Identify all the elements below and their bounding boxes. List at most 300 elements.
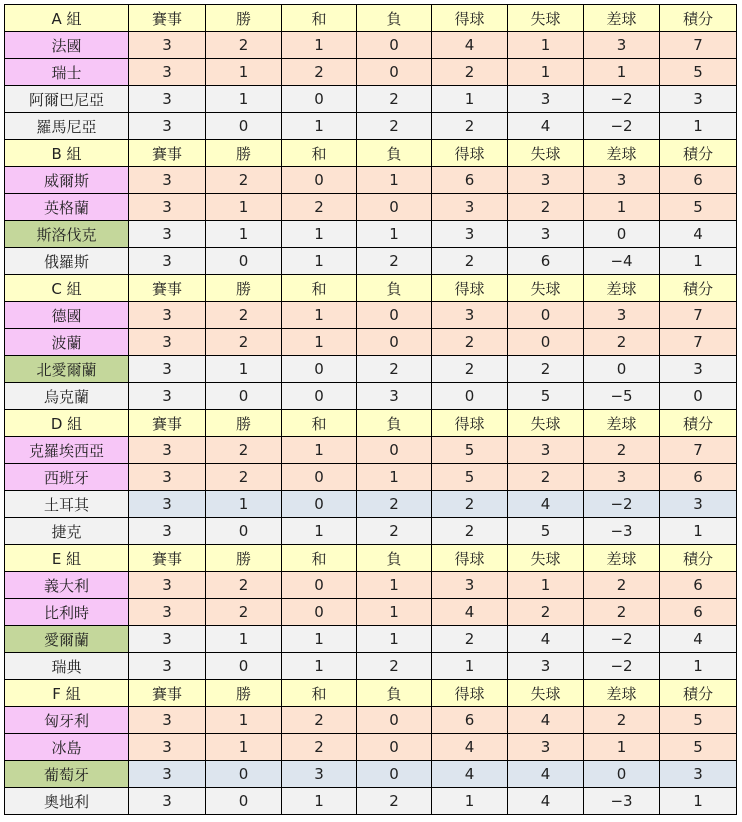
stat-points: 5 xyxy=(660,194,737,221)
stat-goal-diff: 2 xyxy=(584,707,660,734)
stat-losses: 1 xyxy=(357,167,432,194)
stat-draws: 0 xyxy=(282,86,357,113)
column-header-points: 積分 xyxy=(660,5,737,32)
column-header-matches: 賽事 xyxy=(129,545,206,572)
stat-points: 4 xyxy=(660,626,737,653)
table-row xyxy=(5,788,737,815)
table-row xyxy=(5,383,737,410)
table-row xyxy=(5,59,737,86)
stat-goal-diff: 2 xyxy=(584,572,660,599)
stat-matches: 3 xyxy=(129,221,206,248)
stat-matches: 3 xyxy=(129,194,206,221)
stat-wins: 2 xyxy=(206,464,282,491)
stat-wins: 1 xyxy=(206,707,282,734)
stat-draws: 1 xyxy=(282,248,357,275)
column-header-draws: 和 xyxy=(282,410,357,437)
stat-wins: 1 xyxy=(206,221,282,248)
stat-goals-for: 1 xyxy=(432,788,508,815)
stat-points: 7 xyxy=(660,437,737,464)
stat-goal-diff: −3 xyxy=(584,788,660,815)
table-row xyxy=(5,761,737,788)
stat-goal-diff: 1 xyxy=(584,734,660,761)
table-row xyxy=(5,599,737,626)
stat-goal-diff: 3 xyxy=(584,302,660,329)
stat-draws: 2 xyxy=(282,59,357,86)
column-header-draws: 和 xyxy=(282,140,357,167)
stat-goals-against: 4 xyxy=(508,491,584,518)
column-header-losses: 負 xyxy=(357,275,432,302)
stat-goals-against: 6 xyxy=(508,248,584,275)
stat-goals-against: 2 xyxy=(508,194,584,221)
stat-matches: 3 xyxy=(129,329,206,356)
stat-goal-diff: 3 xyxy=(584,32,660,59)
stat-points: 1 xyxy=(660,248,737,275)
stat-draws: 1 xyxy=(282,32,357,59)
stat-goal-diff: −2 xyxy=(584,653,660,680)
table-row xyxy=(5,113,737,140)
stat-goals-for: 2 xyxy=(432,356,508,383)
stat-goals-against: 2 xyxy=(508,464,584,491)
team-name: 德國 xyxy=(5,302,129,329)
stat-goals-for: 6 xyxy=(432,707,508,734)
stat-goals-for: 4 xyxy=(432,734,508,761)
stat-wins: 0 xyxy=(206,113,282,140)
stat-losses: 2 xyxy=(357,491,432,518)
stat-goals-against: 2 xyxy=(508,599,584,626)
stat-draws: 1 xyxy=(282,626,357,653)
stat-matches: 3 xyxy=(129,32,206,59)
stat-losses: 0 xyxy=(357,59,432,86)
stat-points: 0 xyxy=(660,383,737,410)
table-row xyxy=(5,437,737,464)
stat-matches: 3 xyxy=(129,653,206,680)
team-name: 瑞士 xyxy=(5,59,129,86)
stat-wins: 1 xyxy=(206,491,282,518)
column-header-matches: 賽事 xyxy=(129,680,206,707)
stat-draws: 1 xyxy=(282,113,357,140)
table-row xyxy=(5,491,737,518)
column-header-points: 積分 xyxy=(660,680,737,707)
stat-draws: 0 xyxy=(282,383,357,410)
stat-matches: 3 xyxy=(129,761,206,788)
stat-draws: 0 xyxy=(282,572,357,599)
stat-goals-against: 1 xyxy=(508,59,584,86)
stat-goals-for: 4 xyxy=(432,32,508,59)
team-name: 阿爾巴尼亞 xyxy=(5,86,129,113)
stat-points: 7 xyxy=(660,32,737,59)
stat-matches: 3 xyxy=(129,734,206,761)
stat-losses: 0 xyxy=(357,194,432,221)
stat-goals-against: 4 xyxy=(508,788,584,815)
stat-matches: 3 xyxy=(129,59,206,86)
stat-goal-diff: 1 xyxy=(584,59,660,86)
column-header-goals-for: 得球 xyxy=(432,410,508,437)
column-header-wins: 勝 xyxy=(206,5,282,32)
group-header-row xyxy=(5,680,737,707)
column-header-wins: 勝 xyxy=(206,275,282,302)
column-header-goal-diff: 差球 xyxy=(584,410,660,437)
stat-wins: 2 xyxy=(206,32,282,59)
team-name: 捷克 xyxy=(5,518,129,545)
stat-goals-against: 4 xyxy=(508,707,584,734)
column-header-goal-diff: 差球 xyxy=(584,5,660,32)
stat-losses: 2 xyxy=(357,356,432,383)
stat-draws: 1 xyxy=(282,302,357,329)
stat-goals-for: 5 xyxy=(432,464,508,491)
stat-points: 1 xyxy=(660,653,737,680)
stat-wins: 0 xyxy=(206,518,282,545)
stat-points: 3 xyxy=(660,761,737,788)
stat-wins: 1 xyxy=(206,59,282,86)
column-header-draws: 和 xyxy=(282,5,357,32)
stat-losses: 0 xyxy=(357,437,432,464)
team-name: 冰島 xyxy=(5,734,129,761)
stat-goal-diff: −4 xyxy=(584,248,660,275)
stat-matches: 3 xyxy=(129,86,206,113)
column-header-draws: 和 xyxy=(282,680,357,707)
group-header-row xyxy=(5,275,737,302)
team-name: 匈牙利 xyxy=(5,707,129,734)
stat-goals-for: 4 xyxy=(432,761,508,788)
stat-goal-diff: 1 xyxy=(584,194,660,221)
column-header-goal-diff: 差球 xyxy=(584,140,660,167)
table-row xyxy=(5,356,737,383)
team-name: 克羅埃西亞 xyxy=(5,437,129,464)
stat-draws: 2 xyxy=(282,194,357,221)
stat-points: 6 xyxy=(660,572,737,599)
group-standings-table xyxy=(4,4,737,815)
stat-losses: 1 xyxy=(357,599,432,626)
column-header-goal-diff: 差球 xyxy=(584,545,660,572)
team-name: 比利時 xyxy=(5,599,129,626)
stat-matches: 3 xyxy=(129,626,206,653)
table-row xyxy=(5,653,737,680)
stat-goals-against: 3 xyxy=(508,437,584,464)
stat-draws: 1 xyxy=(282,788,357,815)
stat-matches: 3 xyxy=(129,113,206,140)
stat-wins: 1 xyxy=(206,356,282,383)
stat-losses: 1 xyxy=(357,572,432,599)
column-header-points: 積分 xyxy=(660,275,737,302)
stat-goal-diff: −2 xyxy=(584,113,660,140)
stat-wins: 2 xyxy=(206,329,282,356)
group-name: C 組 xyxy=(5,275,129,302)
stat-draws: 3 xyxy=(282,761,357,788)
stat-goals-against: 4 xyxy=(508,113,584,140)
table-row xyxy=(5,626,737,653)
team-name: 俄羅斯 xyxy=(5,248,129,275)
stat-goal-diff: 3 xyxy=(584,464,660,491)
stat-matches: 3 xyxy=(129,707,206,734)
column-header-wins: 勝 xyxy=(206,680,282,707)
stat-points: 5 xyxy=(660,734,737,761)
stat-draws: 2 xyxy=(282,734,357,761)
stat-goals-for: 6 xyxy=(432,167,508,194)
stat-wins: 2 xyxy=(206,167,282,194)
stat-points: 6 xyxy=(660,167,737,194)
stat-goals-for: 3 xyxy=(432,572,508,599)
stat-goal-diff: 0 xyxy=(584,221,660,248)
team-name: 法國 xyxy=(5,32,129,59)
stat-matches: 3 xyxy=(129,518,206,545)
column-header-goals-for: 得球 xyxy=(432,140,508,167)
column-header-goals-against: 失球 xyxy=(508,275,584,302)
stat-wins: 2 xyxy=(206,302,282,329)
stat-wins: 1 xyxy=(206,734,282,761)
column-header-losses: 負 xyxy=(357,5,432,32)
stat-draws: 1 xyxy=(282,653,357,680)
stat-goals-against: 0 xyxy=(508,302,584,329)
stat-goals-against: 3 xyxy=(508,86,584,113)
stat-goals-against: 1 xyxy=(508,32,584,59)
team-name: 波蘭 xyxy=(5,329,129,356)
stat-goals-for: 5 xyxy=(432,437,508,464)
stat-losses: 2 xyxy=(357,248,432,275)
stat-points: 3 xyxy=(660,86,737,113)
stat-draws: 1 xyxy=(282,518,357,545)
stat-goal-diff: 0 xyxy=(584,761,660,788)
stat-goals-for: 2 xyxy=(432,626,508,653)
stat-draws: 0 xyxy=(282,167,357,194)
stat-goals-for: 4 xyxy=(432,599,508,626)
stat-matches: 3 xyxy=(129,302,206,329)
column-header-goals-for: 得球 xyxy=(432,275,508,302)
table-row xyxy=(5,329,737,356)
stat-goals-for: 2 xyxy=(432,248,508,275)
team-name: 義大利 xyxy=(5,572,129,599)
stat-goals-against: 1 xyxy=(508,572,584,599)
stat-draws: 1 xyxy=(282,329,357,356)
stat-points: 5 xyxy=(660,707,737,734)
group-name: A 組 xyxy=(5,5,129,32)
column-header-matches: 賽事 xyxy=(129,275,206,302)
stat-points: 6 xyxy=(660,599,737,626)
stat-matches: 3 xyxy=(129,464,206,491)
table-row xyxy=(5,464,737,491)
stat-points: 3 xyxy=(660,491,737,518)
stat-losses: 0 xyxy=(357,32,432,59)
group-header-row xyxy=(5,545,737,572)
stat-losses: 2 xyxy=(357,86,432,113)
stat-goal-diff: 2 xyxy=(584,599,660,626)
stat-wins: 1 xyxy=(206,194,282,221)
team-name: 奧地利 xyxy=(5,788,129,815)
stat-goal-diff: 0 xyxy=(584,356,660,383)
stat-losses: 1 xyxy=(357,464,432,491)
column-header-losses: 負 xyxy=(357,140,432,167)
stat-losses: 1 xyxy=(357,221,432,248)
stat-matches: 3 xyxy=(129,167,206,194)
column-header-goal-diff: 差球 xyxy=(584,680,660,707)
stat-goals-against: 3 xyxy=(508,221,584,248)
table-row xyxy=(5,248,737,275)
stat-goals-against: 0 xyxy=(508,329,584,356)
stat-goals-for: 0 xyxy=(432,383,508,410)
column-header-wins: 勝 xyxy=(206,410,282,437)
stat-wins: 0 xyxy=(206,653,282,680)
table-row xyxy=(5,707,737,734)
team-name: 土耳其 xyxy=(5,491,129,518)
table-row xyxy=(5,221,737,248)
stat-goals-for: 2 xyxy=(432,113,508,140)
group-header-row xyxy=(5,140,737,167)
group-name: B 組 xyxy=(5,140,129,167)
column-header-points: 積分 xyxy=(660,410,737,437)
stat-points: 1 xyxy=(660,518,737,545)
stat-goals-against: 4 xyxy=(508,761,584,788)
stat-goals-for: 1 xyxy=(432,653,508,680)
stat-matches: 3 xyxy=(129,248,206,275)
stat-goals-against: 3 xyxy=(508,167,584,194)
column-header-points: 積分 xyxy=(660,545,737,572)
table-row xyxy=(5,518,737,545)
team-name: 愛爾蘭 xyxy=(5,626,129,653)
stat-draws: 0 xyxy=(282,599,357,626)
stat-goal-diff: 3 xyxy=(584,167,660,194)
stat-losses: 0 xyxy=(357,707,432,734)
stat-losses: 0 xyxy=(357,329,432,356)
column-header-goals-for: 得球 xyxy=(432,680,508,707)
column-header-goals-against: 失球 xyxy=(508,5,584,32)
group-name: D 組 xyxy=(5,410,129,437)
team-name: 英格蘭 xyxy=(5,194,129,221)
stat-goal-diff: 2 xyxy=(584,329,660,356)
stat-draws: 1 xyxy=(282,437,357,464)
stat-draws: 0 xyxy=(282,491,357,518)
stat-wins: 2 xyxy=(206,437,282,464)
stat-points: 1 xyxy=(660,788,737,815)
group-name: F 組 xyxy=(5,680,129,707)
column-header-matches: 賽事 xyxy=(129,5,206,32)
column-header-goals-against: 失球 xyxy=(508,410,584,437)
stat-points: 3 xyxy=(660,356,737,383)
team-name: 羅馬尼亞 xyxy=(5,113,129,140)
column-header-goals-against: 失球 xyxy=(508,140,584,167)
stat-wins: 2 xyxy=(206,572,282,599)
column-header-goals-for: 得球 xyxy=(432,545,508,572)
stat-points: 1 xyxy=(660,113,737,140)
stat-losses: 2 xyxy=(357,113,432,140)
column-header-goal-diff: 差球 xyxy=(584,275,660,302)
stat-points: 4 xyxy=(660,221,737,248)
stat-goals-for: 3 xyxy=(432,302,508,329)
stat-losses: 0 xyxy=(357,302,432,329)
stat-matches: 3 xyxy=(129,599,206,626)
team-name: 瑞典 xyxy=(5,653,129,680)
table-row xyxy=(5,194,737,221)
stat-points: 7 xyxy=(660,302,737,329)
team-name: 斯洛伐克 xyxy=(5,221,129,248)
stat-goal-diff: −5 xyxy=(584,383,660,410)
group-header-row xyxy=(5,5,737,32)
stat-draws: 1 xyxy=(282,221,357,248)
stat-goals-for: 2 xyxy=(432,518,508,545)
stat-losses: 2 xyxy=(357,518,432,545)
stat-goals-against: 3 xyxy=(508,734,584,761)
column-header-losses: 負 xyxy=(357,410,432,437)
stat-wins: 0 xyxy=(206,761,282,788)
table-row xyxy=(5,167,737,194)
table-row xyxy=(5,734,737,761)
group-name: E 組 xyxy=(5,545,129,572)
stat-losses: 0 xyxy=(357,734,432,761)
column-header-wins: 勝 xyxy=(206,140,282,167)
group-header-row xyxy=(5,410,737,437)
stat-wins: 0 xyxy=(206,248,282,275)
stat-goals-against: 5 xyxy=(508,518,584,545)
stat-losses: 2 xyxy=(357,653,432,680)
stat-goals-against: 2 xyxy=(508,356,584,383)
stat-matches: 3 xyxy=(129,383,206,410)
stat-matches: 3 xyxy=(129,437,206,464)
team-name: 葡萄牙 xyxy=(5,761,129,788)
stat-points: 7 xyxy=(660,329,737,356)
stat-losses: 1 xyxy=(357,626,432,653)
stat-goal-diff: −2 xyxy=(584,626,660,653)
stat-goals-for: 3 xyxy=(432,221,508,248)
table-row xyxy=(5,302,737,329)
stat-wins: 0 xyxy=(206,788,282,815)
stat-goals-for: 1 xyxy=(432,86,508,113)
table-row xyxy=(5,32,737,59)
stat-losses: 0 xyxy=(357,761,432,788)
column-header-goals-for: 得球 xyxy=(432,5,508,32)
team-name: 烏克蘭 xyxy=(5,383,129,410)
stat-goal-diff: −2 xyxy=(584,491,660,518)
column-header-matches: 賽事 xyxy=(129,410,206,437)
team-name: 北愛爾蘭 xyxy=(5,356,129,383)
stat-draws: 2 xyxy=(282,707,357,734)
stat-matches: 3 xyxy=(129,356,206,383)
column-header-wins: 勝 xyxy=(206,545,282,572)
stat-wins: 1 xyxy=(206,626,282,653)
stat-goals-for: 2 xyxy=(432,59,508,86)
stat-points: 5 xyxy=(660,59,737,86)
stat-matches: 3 xyxy=(129,788,206,815)
stat-draws: 0 xyxy=(282,356,357,383)
stat-goal-diff: −3 xyxy=(584,518,660,545)
stat-matches: 3 xyxy=(129,572,206,599)
table-row xyxy=(5,572,737,599)
stat-goal-diff: 2 xyxy=(584,437,660,464)
column-header-goals-against: 失球 xyxy=(508,680,584,707)
column-header-draws: 和 xyxy=(282,545,357,572)
stat-losses: 3 xyxy=(357,383,432,410)
table-row xyxy=(5,86,737,113)
column-header-goals-against: 失球 xyxy=(508,545,584,572)
column-header-draws: 和 xyxy=(282,275,357,302)
stat-goal-diff: −2 xyxy=(584,86,660,113)
stat-matches: 3 xyxy=(129,491,206,518)
stat-goals-for: 2 xyxy=(432,491,508,518)
stat-wins: 2 xyxy=(206,599,282,626)
stat-wins: 1 xyxy=(206,86,282,113)
team-name: 西班牙 xyxy=(5,464,129,491)
stat-points: 6 xyxy=(660,464,737,491)
column-header-matches: 賽事 xyxy=(129,140,206,167)
stat-wins: 0 xyxy=(206,383,282,410)
stat-goals-against: 3 xyxy=(508,653,584,680)
column-header-losses: 負 xyxy=(357,545,432,572)
column-header-points: 積分 xyxy=(660,140,737,167)
stat-draws: 0 xyxy=(282,464,357,491)
stat-goals-against: 4 xyxy=(508,626,584,653)
stat-losses: 2 xyxy=(357,788,432,815)
stat-goals-for: 2 xyxy=(432,329,508,356)
stat-goals-against: 5 xyxy=(508,383,584,410)
column-header-losses: 負 xyxy=(357,680,432,707)
team-name: 威爾斯 xyxy=(5,167,129,194)
